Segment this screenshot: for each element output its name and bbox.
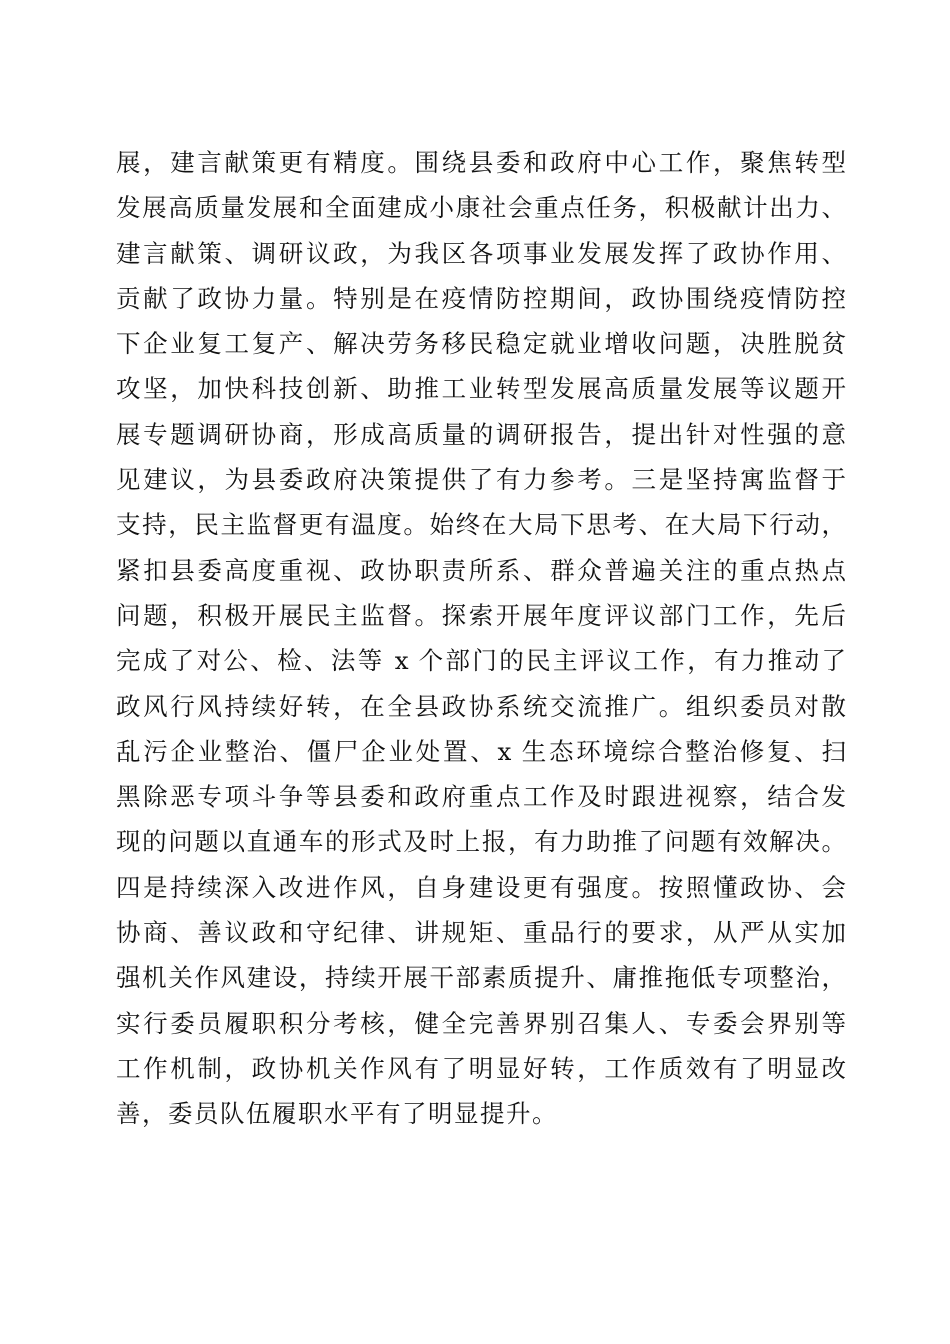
paragraph-line: 支持，民主监督更有温度。始终在大局下思考、在大局下行动， bbox=[116, 510, 846, 540]
paragraph-line: 完成了对公、检、法等 x 个部门的民主评议工作，有力推动了 bbox=[116, 646, 846, 676]
paragraph-line: 四是持续深入改进作风，自身建设更有强度。按照懂政协、会 bbox=[116, 872, 846, 902]
paragraph-line: 紧扣县委高度重视、政协职责所系、群众普遍关注的重点热点 bbox=[116, 555, 846, 585]
paragraph-line: 实行委员履职积分考核，健全完善界别召集人、专委会界别等 bbox=[116, 1008, 846, 1038]
paragraph-line: 攻坚，加快科技创新、助推工业转型发展高质量发展等议题开 bbox=[116, 374, 846, 404]
paragraph-line: 问题，积极开展民主监督。探索开展年度评议部门工作，先后 bbox=[116, 600, 846, 630]
paragraph-line: 发展高质量发展和全面建成小康社会重点任务，积极献计出力、 bbox=[116, 193, 846, 223]
paragraph-line: 黑除恶专项斗争等县委和政府重点工作及时跟进视察，结合发 bbox=[116, 782, 846, 812]
paragraph-line: 贡献了政协力量。特别是在疫情防控期间，政协围绕疫情防控 bbox=[116, 283, 846, 313]
paragraph-line: 强机关作风建设，持续开展干部素质提升、庸推拖低专项整治， bbox=[116, 963, 846, 993]
paragraph-line: 工作机制，政协机关作风有了明显好转，工作质效有了明显改 bbox=[116, 1053, 846, 1083]
paragraph-line: 乱污企业整治、僵尸企业处置、x 生态环境综合整治修复、扫 bbox=[116, 736, 846, 766]
paragraph-line: 现的问题以直通车的形式及时上报，有力助推了问题有效解决。 bbox=[116, 827, 846, 857]
paragraph-line: 见建议，为县委政府决策提供了有力参考。三是坚持寓监督于 bbox=[116, 465, 846, 495]
paragraph-line: 政风行风持续好转，在全县政协系统交流推广。组织委员对散 bbox=[116, 691, 846, 721]
paragraph-line: 展，建言献策更有精度。围绕县委和政府中心工作，聚焦转型 bbox=[116, 148, 846, 177]
paragraph-line: 建言献策、调研议政，为我区各项事业发展发挥了政协作用、 bbox=[116, 238, 846, 268]
paragraph-line-last: 善，委员队伍履职水平有了明显提升。 bbox=[116, 1099, 558, 1129]
paragraph-line: 下企业复工复产、解决劳务移民稳定就业增收问题，决胜脱贫 bbox=[116, 329, 846, 359]
paragraph-line: 展专题调研协商，形成高质量的调研报告，提出针对性强的意 bbox=[116, 419, 846, 449]
paragraph-line: 协商、善议政和守纪律、讲规矩、重品行的要求，从严从实加 bbox=[116, 918, 846, 948]
body-paragraph bbox=[116, 140, 846, 1137]
